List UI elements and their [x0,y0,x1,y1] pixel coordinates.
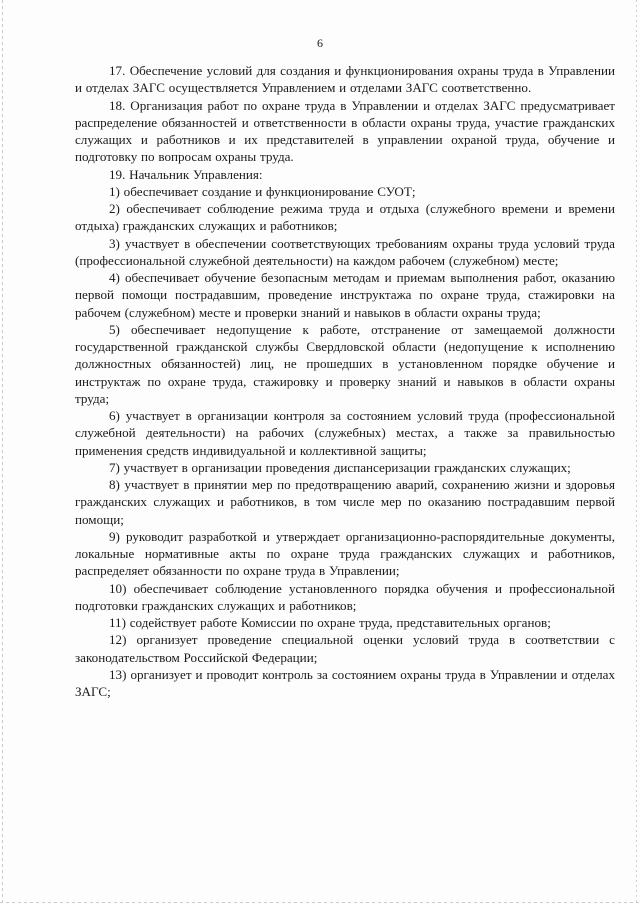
list-item-1: 1) обеспечивает создание и функционирование СУОТ; [109,183,416,199]
list-item-8: 8) участвует в принятии мер по предотвращению аварий, сохранению жизни и здоровья гражданских служащих и работников, в том числе мер по оказанию пострадавшим первой помощи; [75,477,615,527]
list-item-2: 2) обеспечивает соблюдение режима труда и отдыха (служебного времени и времени отдыха) гражданских служащих и работников; [75,201,615,234]
scan-edge-left [2,0,3,905]
paragraph-19-heading: 19. Начальник Управления: [109,166,263,182]
list-item-10: 10) обеспечивает соблюдение установленного порядка обучения и профессиональной подготовки гражданских служащих и работников; [75,580,615,613]
list-item-4: 4) обеспечивает обучение безопасным методам и приемам выполнения работ, оказанию первой помощи пострадавшим, проведение инструктажа по охране труда, стажировки на рабочем (служебном) месте и проверки знаний и навыков в области охраны труда; [75,270,615,320]
list-item-12: 12) организует проведение специальной оценки условий труда в соответствии с законодательством Российской Федерации; [75,632,615,665]
scan-edge-bottom [0,902,640,903]
page-number: 6 [317,36,323,50]
list-item-5: 5) обеспечивает недопущение к работе, отстранение от замещаемой должности государственной гражданской службы Свердловской области (недопущение к исполнению должностных обязанностей) лиц, не прошедших в установленном порядке обучение и инструктаж по охране труда, стажировку и проверку знаний и навыков в области охраны труда; [75,321,615,406]
list-item-6: 6) участвует в организации контроля за состоянием условий труда (профессиональной служебной деятельности) на рабочих (служебных) местах, а также за правильностью применения средств индивидуальной и коллективной защиты; [75,408,615,458]
list-item-13: 13) организует и проводит контроль за состоянием охраны труда в Управлении и отделах ЗАГС; [75,666,615,699]
paragraph-18: 18. Организация работ по охране труда в Управлении и отделах ЗАГС предусматривает распределение обязанностей и ответственности в области охраны труда, участие гражданских служащих и работников и их представителей в управлении охраной труда, обучение и подготовку по вопросам охраны труда. [75,97,615,165]
document-body [75,62,615,700]
list-item-7: 7) участвует в организации проведения диспансеризации гражданских служащих; [109,459,571,475]
scan-edge-right [636,0,637,905]
list-item-9: 9) руководит разработкой и утверждает организационно-распорядительные документы, локальные нормативные акты по охране труда гражданских служащих и работников, распределяет обязанности по охране труда в Управлении; [75,528,615,579]
list-item-11: 11) содействует работе Комиссии по охране труда, представительных органов; [109,615,551,630]
list-item-3: 3) участвует в обеспечении соответствующих требованиям охраны труда условий труда (профессиональной служебной деятельности) на каждом рабочем (служебном) месте; [75,235,615,268]
paragraph-17: 17. Обеспечение условий для создания и функционирования охраны труда в Управлении и отделах ЗАГС осуществляется Управлением и отделами ЗАГС соответственно. [75,63,615,96]
